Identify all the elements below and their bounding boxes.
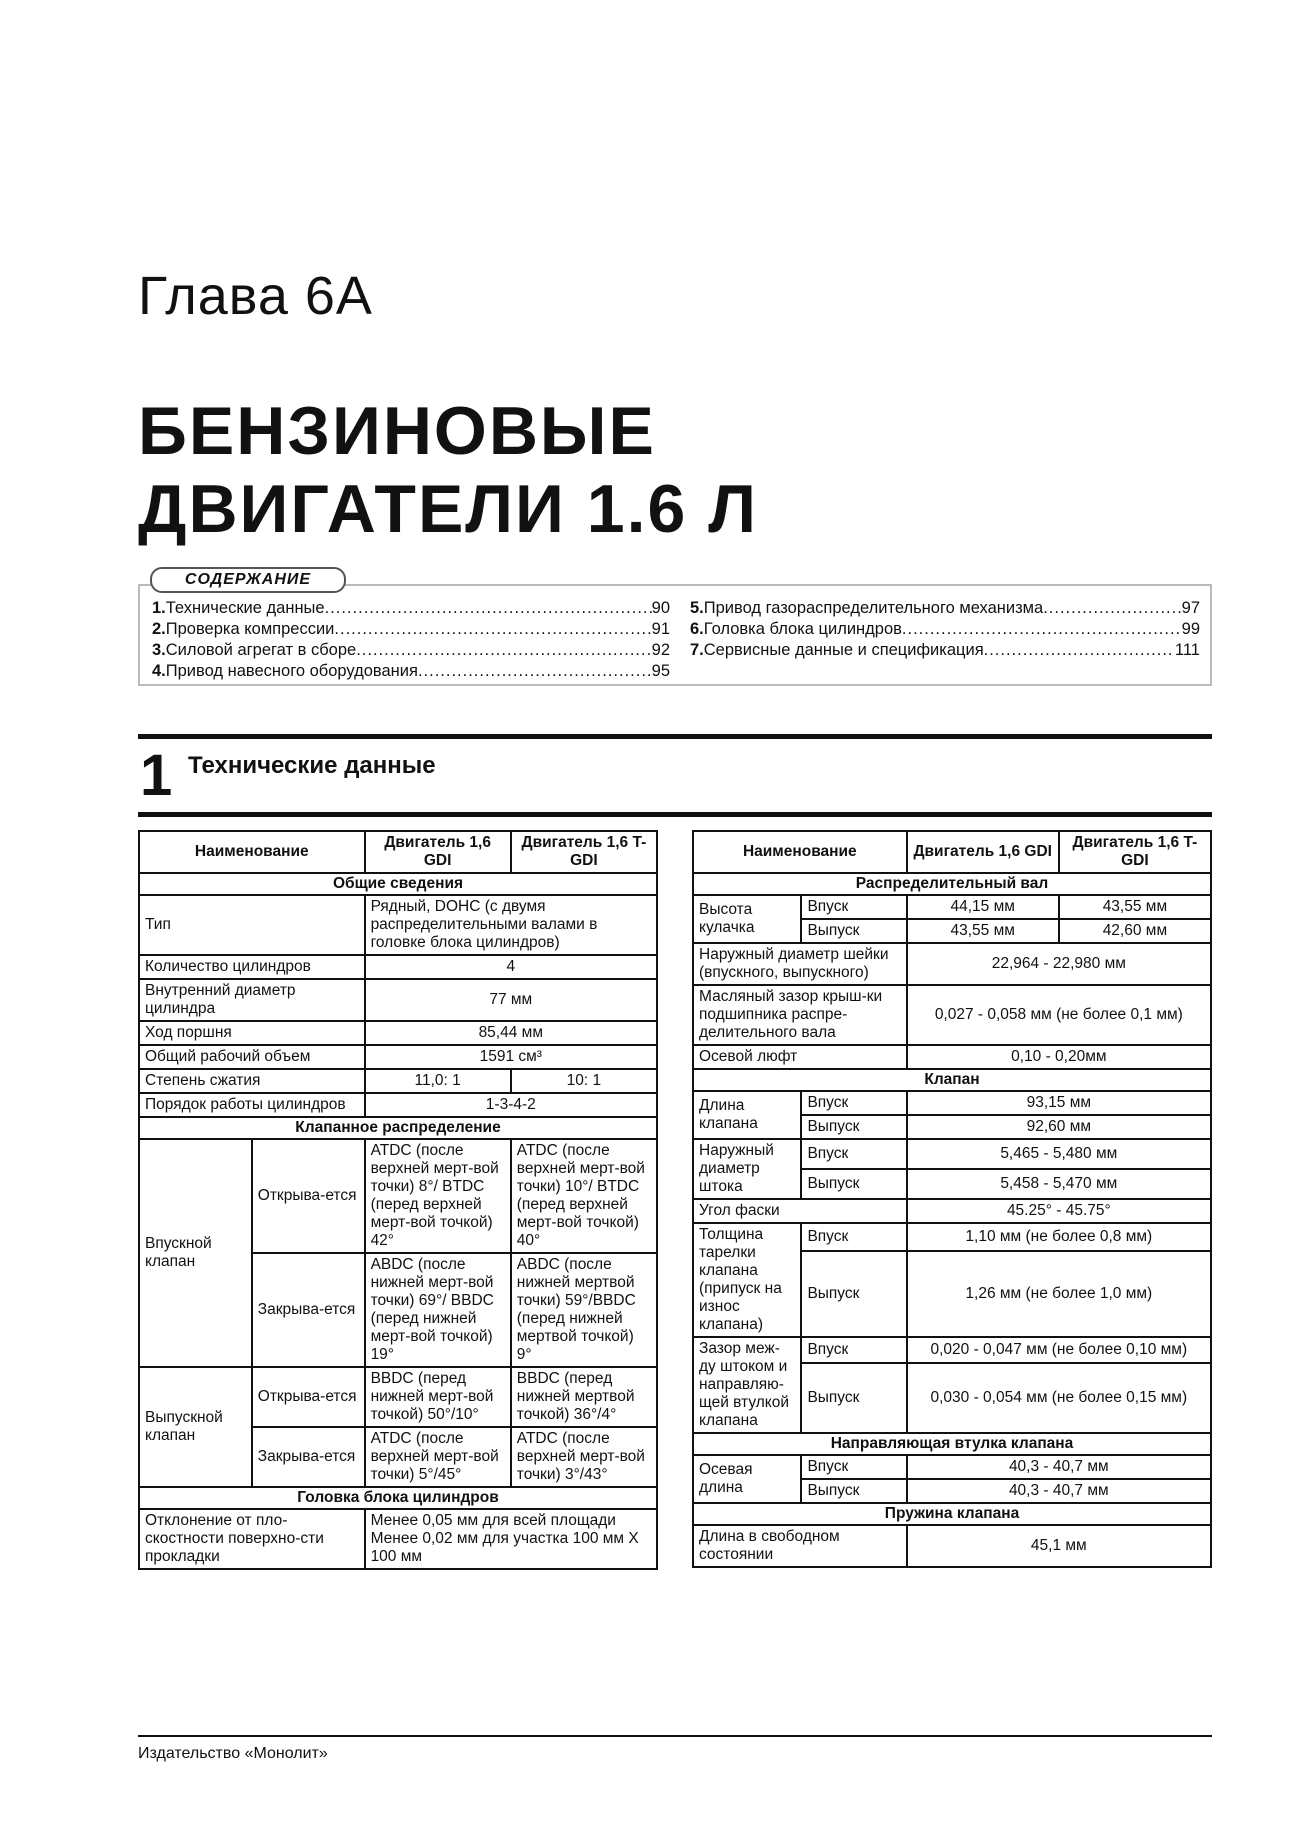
row-value: 40,3 - 40,7 мм <box>907 1455 1211 1479</box>
section-rule-bottom <box>138 812 1212 817</box>
row-value: 0,020 - 0,047 мм (не более 0,10 мм) <box>907 1337 1211 1363</box>
valvetrain-spec-table <box>692 830 1212 1568</box>
table-row <box>139 1367 657 1427</box>
row-label: Отклонение от пло-скостности поверхно-сти прокладки <box>139 1509 365 1569</box>
row-sublabel: Выпуск <box>801 1251 906 1337</box>
table-row <box>139 895 657 955</box>
chapter-title-line-1: БЕНЗИНОВЫЕ <box>138 393 656 469</box>
section-title: Технические данные <box>188 752 436 779</box>
toc-right-column <box>690 598 1200 661</box>
table-row <box>139 979 657 1021</box>
row-sublabel: Впуск <box>801 1455 906 1479</box>
chapter-label: Глава 6А <box>138 266 373 326</box>
row-value: 1-3-4-2 <box>365 1093 657 1117</box>
row-value: ABDC (после нижней мерт-вой точки) 69°/ BBDC (перед нижней мерт-вой точкой) 19° <box>365 1253 511 1367</box>
row-value: 85,44 мм <box>365 1021 657 1045</box>
section-row: Клапан <box>693 1069 1211 1091</box>
row-value: BBDC (перед нижней мертвой точкой) 36°/4° <box>511 1367 657 1427</box>
row-label: Ход поршня <box>139 1021 365 1045</box>
row-label: Зазор меж-ду штоком и направляю-щей втулкой клапана <box>693 1337 801 1433</box>
row-sublabel: Выпуск <box>801 1169 906 1199</box>
row-sublabel: Впуск <box>801 1337 906 1363</box>
row-sublabel: Закрыва-ется <box>252 1427 365 1487</box>
toc-item[interactable]: 2. Проверка компрессии ..... 91 <box>152 619 670 640</box>
row-label: Масляный зазор крыш-ки подшипника распре-делительного вала <box>693 985 907 1045</box>
footer-rule <box>138 1735 1212 1737</box>
row-value: 0,10 - 0,20мм <box>907 1045 1211 1069</box>
row-value: ATDC (после верхней мерт-вой точки) 10°/ BTDC (перед верхней мерт-вой точкой) 40° <box>511 1139 657 1253</box>
row-value: ABDC (после нижней мертвой точки) 59°/BBDC (перед нижней мертвой точкой) 9° <box>511 1253 657 1367</box>
row-sublabel: Открыва-ется <box>252 1367 365 1427</box>
header-name: Наименование <box>139 831 365 873</box>
row-value: 43,55 мм <box>1059 895 1211 919</box>
row-sublabel: Открыва-ется <box>252 1139 365 1253</box>
toc-item[interactable]: 4. Привод навесного оборудования ..... 95 <box>152 661 670 682</box>
table-row <box>693 1045 1211 1069</box>
section-row: Общие сведения <box>139 873 657 895</box>
row-value: 5,465 - 5,480 мм <box>907 1139 1211 1169</box>
table-header-row <box>139 831 657 873</box>
row-label: Длина клапана <box>693 1091 801 1139</box>
row-value: 1,26 мм (не более 1,0 мм) <box>907 1251 1211 1337</box>
table-row <box>693 895 1211 919</box>
row-label: Угол фаски <box>693 1199 907 1223</box>
row-label: Длина в свободном состоянии <box>693 1525 907 1567</box>
row-label: Впускной клапан <box>139 1139 252 1367</box>
table-row <box>139 1509 657 1569</box>
toc-item[interactable]: 1. Технические данные ..... 90 <box>152 598 670 619</box>
row-sublabel: Выпуск <box>801 1479 906 1503</box>
header-engine-tgdi: Двигатель 1,6 T-GDI <box>1059 831 1211 873</box>
section-row: Распределительный вал <box>693 873 1211 895</box>
header-engine-gdi: Двигатель 1,6 GDI <box>365 831 511 873</box>
row-value: 92,60 мм <box>907 1115 1211 1139</box>
table-row <box>139 955 657 979</box>
row-sublabel: Впуск <box>801 1139 906 1169</box>
table-header-row <box>693 831 1211 873</box>
publisher-footer: Издательство «Монолит» <box>138 1745 328 1762</box>
row-label: Общий рабочий объем <box>139 1045 365 1069</box>
row-value: ATDC (после верхней мерт-вой точки) 8°/ BTDC (перед верхней мерт-вой точкой) 42° <box>365 1139 511 1253</box>
row-value: 0,027 - 0,058 мм (не более 0,1 мм) <box>907 985 1211 1045</box>
header-name: Наименование <box>693 831 907 873</box>
row-value: 0,030 - 0,054 мм (не более 0,15 мм) <box>907 1363 1211 1433</box>
row-label: Наружный диаметр шейки (впускного, выпускного) <box>693 943 907 985</box>
row-value: 43,55 мм <box>907 919 1059 943</box>
toc-item[interactable]: 5. Привод газораспределительного механизма ..... 97 <box>690 598 1200 619</box>
row-label: Наружный диаметр штока <box>693 1139 801 1199</box>
row-label: Высота кулачка <box>693 895 801 943</box>
table-row <box>693 1455 1211 1479</box>
row-value: Менее 0,05 мм для всей площади Менее 0,02 мм для участка 100 мм Х 100 мм <box>365 1509 657 1569</box>
table-row <box>693 1139 1211 1169</box>
row-label: Внутренний диаметр цилиндра <box>139 979 365 1021</box>
row-sublabel: Впуск <box>801 1223 906 1251</box>
table-row <box>693 943 1211 985</box>
row-value: ATDC (после верхней мерт-вой точки) 3°/43° <box>511 1427 657 1487</box>
toc-item[interactable]: 6. Головка блока цилиндров ..... 99 <box>690 619 1200 640</box>
toc-heading: СОДЕРЖАНИЕ <box>150 567 346 593</box>
table-row <box>693 1199 1211 1223</box>
section-row: Головка блока цилиндров <box>139 1487 657 1509</box>
row-label: Тип <box>139 895 365 955</box>
row-value: 5,458 - 5,470 мм <box>907 1169 1211 1199</box>
row-value: 1591 см³ <box>365 1045 657 1069</box>
row-sublabel: Выпуск <box>801 1363 906 1433</box>
chapter-title-line-2: ДВИГАТЕЛИ 1.6 Л <box>138 471 758 547</box>
section-row: Пружина клапана <box>693 1503 1211 1525</box>
table-row <box>693 1091 1211 1115</box>
row-value: 40,3 - 40,7 мм <box>907 1479 1211 1503</box>
row-sublabel: Впуск <box>801 895 906 919</box>
row-label: Толщина тарелки клапана (припуск на износ клапана) <box>693 1223 801 1337</box>
table-row <box>693 1223 1211 1251</box>
row-value: 93,15 мм <box>907 1091 1211 1115</box>
row-value: ATDC (после верхней мерт-вой точки) 5°/45° <box>365 1427 511 1487</box>
engine-general-spec-table <box>138 830 658 1570</box>
row-label: Осевая длина <box>693 1455 801 1503</box>
row-value: 10: 1 <box>511 1069 657 1093</box>
row-sublabel: Закрыва-ется <box>252 1253 365 1367</box>
table-row <box>693 1525 1211 1567</box>
row-value: 45.25° - 45.75° <box>907 1199 1211 1223</box>
section-number: 1 <box>140 743 173 808</box>
row-value: 11,0: 1 <box>365 1069 511 1093</box>
row-value: BBDC (перед нижней мерт-вой точкой) 50°/10° <box>365 1367 511 1427</box>
row-label: Степень сжатия <box>139 1069 365 1093</box>
table-row <box>139 1093 657 1117</box>
table-row <box>139 1045 657 1069</box>
row-value: 42,60 мм <box>1059 919 1211 943</box>
table-row <box>693 1337 1211 1363</box>
toc-left-column <box>152 598 670 682</box>
header-engine-gdi: Двигатель 1,6 GDI <box>907 831 1059 873</box>
section-row: Клапанное распределение <box>139 1117 657 1139</box>
section-rule-top <box>138 734 1212 739</box>
row-label: Количество цилиндров <box>139 955 365 979</box>
row-value: 44,15 мм <box>907 895 1059 919</box>
table-row <box>139 1021 657 1045</box>
row-sublabel: Выпуск <box>801 919 906 943</box>
row-value: 22,964 - 22,980 мм <box>907 943 1211 985</box>
toc-item[interactable]: 3. Силовой агрегат в сборе ..... 92 <box>152 640 670 661</box>
header-engine-tgdi: Двигатель 1,6 T-GDI <box>511 831 657 873</box>
row-value: 1,10 мм (не более 0,8 мм) <box>907 1223 1211 1251</box>
row-value: 45,1 мм <box>907 1525 1211 1567</box>
table-row <box>139 1069 657 1093</box>
row-value: 77 мм <box>365 979 657 1021</box>
chapter-title <box>138 392 758 548</box>
row-label: Осевой люфт <box>693 1045 907 1069</box>
table-row <box>693 985 1211 1045</box>
row-sublabel: Впуск <box>801 1091 906 1115</box>
row-label: Выпускной клапан <box>139 1367 252 1487</box>
row-value: 4 <box>365 955 657 979</box>
row-sublabel: Выпуск <box>801 1115 906 1139</box>
toc-item[interactable]: 7. Сервисные данные и спецификация ..... 111 <box>690 640 1200 661</box>
row-label: Порядок работы цилиндров <box>139 1093 365 1117</box>
section-row: Направляющая втулка клапана <box>693 1433 1211 1455</box>
table-row <box>139 1139 657 1253</box>
row-value: Рядный, DOHC (с двумя распределительными валами в головке блока цилиндров) <box>365 895 657 955</box>
